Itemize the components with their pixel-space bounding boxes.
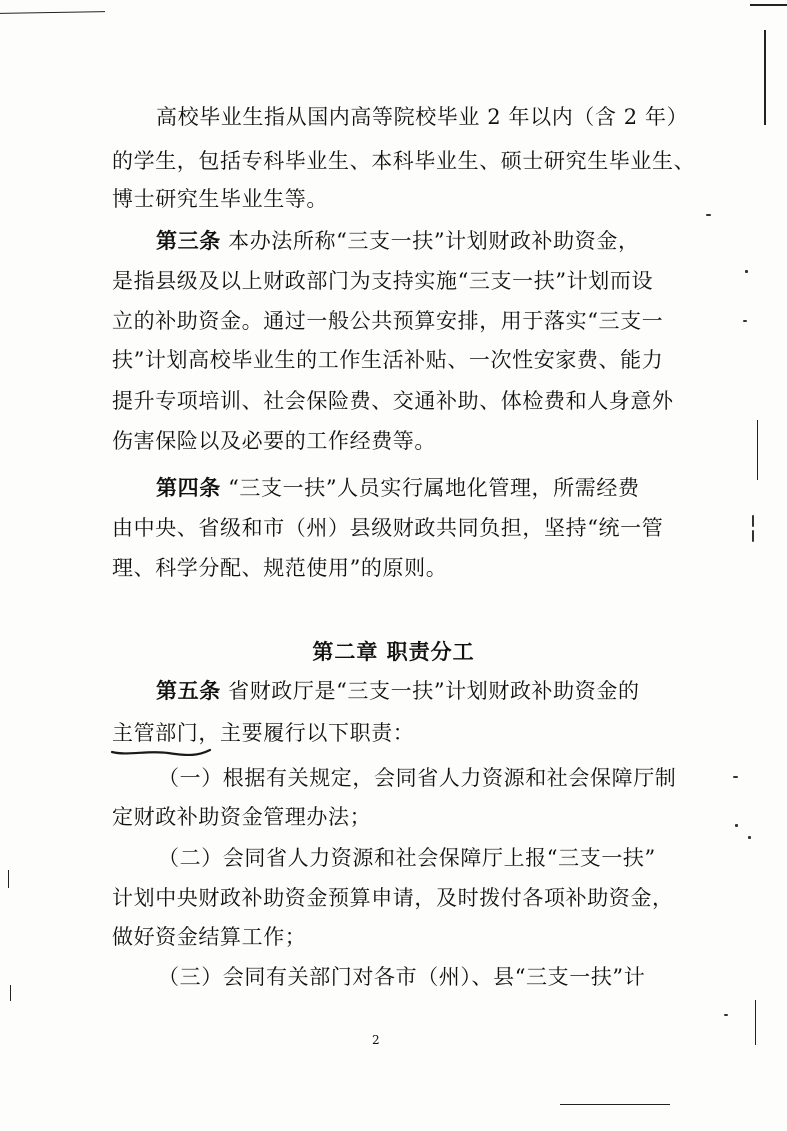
- text-line: 伤害保险以及必要的工作经费等。: [112, 429, 436, 453]
- text-line: 高校毕业生指从国内高等院校毕业 2 年以内（含 2 年）: [156, 105, 689, 129]
- text-line: 理、科学分配、规范使用”的原则。: [112, 556, 448, 580]
- text-line: （三）会同有关部门对各市（州）、县“三支一扶”计: [158, 965, 646, 989]
- text-line: 是指县级及以上财政部门为支持实施“三支一扶”计划而设: [112, 269, 654, 293]
- scan-edge-bottom: [560, 1104, 670, 1105]
- text-line: （二）会同省人力资源和社会保障厅上报“三支一扶”: [158, 846, 656, 870]
- text-line: 由中央、省级和市（州）县级财政共同负担，坚持“统一管: [112, 516, 664, 540]
- article-label: 第四条: [156, 475, 221, 500]
- scan-edge-left-2: [10, 985, 11, 1001]
- article-5-first-line: [156, 676, 640, 706]
- scan-speck: [752, 515, 754, 527]
- scan-speck: [743, 320, 747, 322]
- text-line: 的学生，包括专科毕业生、本科毕业生、硕士研究生毕业生、: [112, 149, 696, 173]
- text-line: 提升专项培训、社会保险费、交通补助、体检费和人身意外: [112, 389, 674, 413]
- scan-speck: [735, 824, 738, 827]
- text-line: （一）根据有关规定，会同省人力资源和社会保障厅制: [158, 766, 677, 790]
- scan-edge-right: [764, 30, 766, 125]
- text-line: 定财政补助资金管理办法；: [112, 805, 372, 829]
- scan-speck: [733, 776, 738, 778]
- article-text: 本办法所称“三支一扶”计划财政补助资金，: [220, 229, 640, 253]
- scan-speck: [752, 530, 754, 542]
- scan-speck: [724, 1014, 728, 1016]
- text-line: 立的补助资金。通过一般公共预算安排，用于落实“三支一: [112, 309, 664, 333]
- scan-speck: [745, 270, 748, 273]
- article-text: “三支一扶”人员实行属地化管理，所需经费: [220, 476, 640, 500]
- article-text: ，主要履行以下职责：: [198, 721, 415, 745]
- scan-edge-right-2: [757, 420, 758, 480]
- chapter-title: 第二章 职责分工: [312, 639, 475, 664]
- text-line: 做好资金结算工作；: [112, 925, 307, 949]
- handwritten-underline: [108, 744, 218, 764]
- page-number: 2: [372, 1033, 380, 1047]
- article-text: 省财政厅是“三支一扶”计划财政补助资金的: [220, 679, 640, 703]
- text-line: 计划中央财政补助资金预算申请，及时拨付各项补助资金，: [112, 886, 674, 910]
- scan-edge-right-3: [755, 1000, 756, 1045]
- text-line: 博士研究生毕业生等。: [112, 187, 328, 211]
- scan-edge-top-left: [0, 11, 105, 14]
- article-label: 第五条: [156, 678, 221, 703]
- scan-speck: [706, 214, 711, 216]
- text-line: 扶”计划高校毕业生的工作生活补贴、一次性安家费、能力: [112, 348, 664, 372]
- scan-edge-left: [8, 870, 9, 888]
- scan-edge-top-right: [750, 4, 787, 6]
- article-label: 第三条: [156, 228, 221, 253]
- article-3-first-line: [156, 226, 640, 256]
- underlined-phrase: 主管部门: [112, 721, 199, 745]
- article-4-first-line: [156, 473, 640, 503]
- scan-speck: [748, 836, 751, 839]
